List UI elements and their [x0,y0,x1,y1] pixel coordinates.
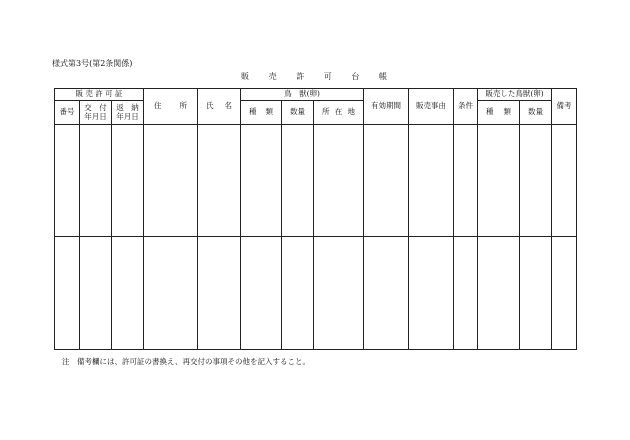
entry-cell[interactable] [198,237,241,350]
entry-cell[interactable] [478,237,520,350]
address-header: 住 所 [144,89,198,125]
header-row-1 [55,89,577,101]
entry-cell[interactable] [314,237,364,350]
title-char: 台 [351,72,360,81]
entry-cell[interactable] [241,237,282,350]
entry-cell[interactable] [55,125,80,237]
table-row [55,125,577,237]
kind-header: 種 類 [241,101,282,125]
entry-cell[interactable] [364,237,409,350]
entry-cell[interactable] [552,237,577,350]
entry-cell[interactable] [144,125,198,237]
header-row-2 [55,101,577,125]
entry-cell[interactable] [314,125,364,237]
entry-cell[interactable] [198,125,241,237]
sold-kind-header: 種 類 [478,101,520,125]
entry-cell[interactable] [520,125,552,237]
bird-group-header: 鳥 獣(卵) [241,89,364,101]
location-header: 所 在 地 [314,101,364,125]
entry-cell[interactable] [552,125,577,237]
conditions-header: 条件 [454,89,478,125]
form-number: 様式第3号(第2条関係) [52,59,133,68]
validity-header: 有効期間 [364,89,409,125]
quantity-header: 数量 [282,101,314,125]
name-header: 氏 名 [198,89,241,125]
entry-cell[interactable] [112,125,144,237]
title-char: 売 [268,72,277,81]
entry-cell[interactable] [112,237,144,350]
issue-date-header: 交 付 年月日 [80,101,112,125]
entry-cell[interactable] [478,125,520,237]
sold-group-header: 販売した鳥獣(卵) [478,89,552,101]
entry-cell[interactable] [55,237,80,350]
entry-cell[interactable] [364,125,409,237]
sales-permit-ledger-table [54,88,577,350]
title-char: 帳 [378,72,387,81]
entry-cell[interactable] [409,125,454,237]
entry-cell[interactable] [409,237,454,350]
return-date-header: 返 納 年月日 [112,101,144,125]
entry-cell[interactable] [282,237,314,350]
entry-cell[interactable] [454,237,478,350]
entry-cell[interactable] [282,125,314,237]
entry-cell[interactable] [454,125,478,237]
title-char: 販 [241,72,249,81]
permit-group-header: 販 売 許 可 証 [55,89,144,101]
entry-cell[interactable] [520,237,552,350]
sold-quantity-header: 数量 [520,101,552,125]
title-char: 許 [296,72,305,81]
entry-cell[interactable] [80,125,112,237]
title-char: 可 [323,72,332,81]
remarks-header: 備考 [552,89,577,125]
entry-cell[interactable] [241,125,282,237]
entry-cell[interactable] [144,237,198,350]
sale-reason-header: 販売事由 [409,89,454,125]
footnote: 注 備考欄には、許可証の書換え、再交付の事項その他を記入すること。 [62,357,310,366]
ledger-title [241,71,387,82]
table-row [55,237,577,350]
number-header: 番号 [55,101,80,125]
entry-cell[interactable] [80,237,112,350]
